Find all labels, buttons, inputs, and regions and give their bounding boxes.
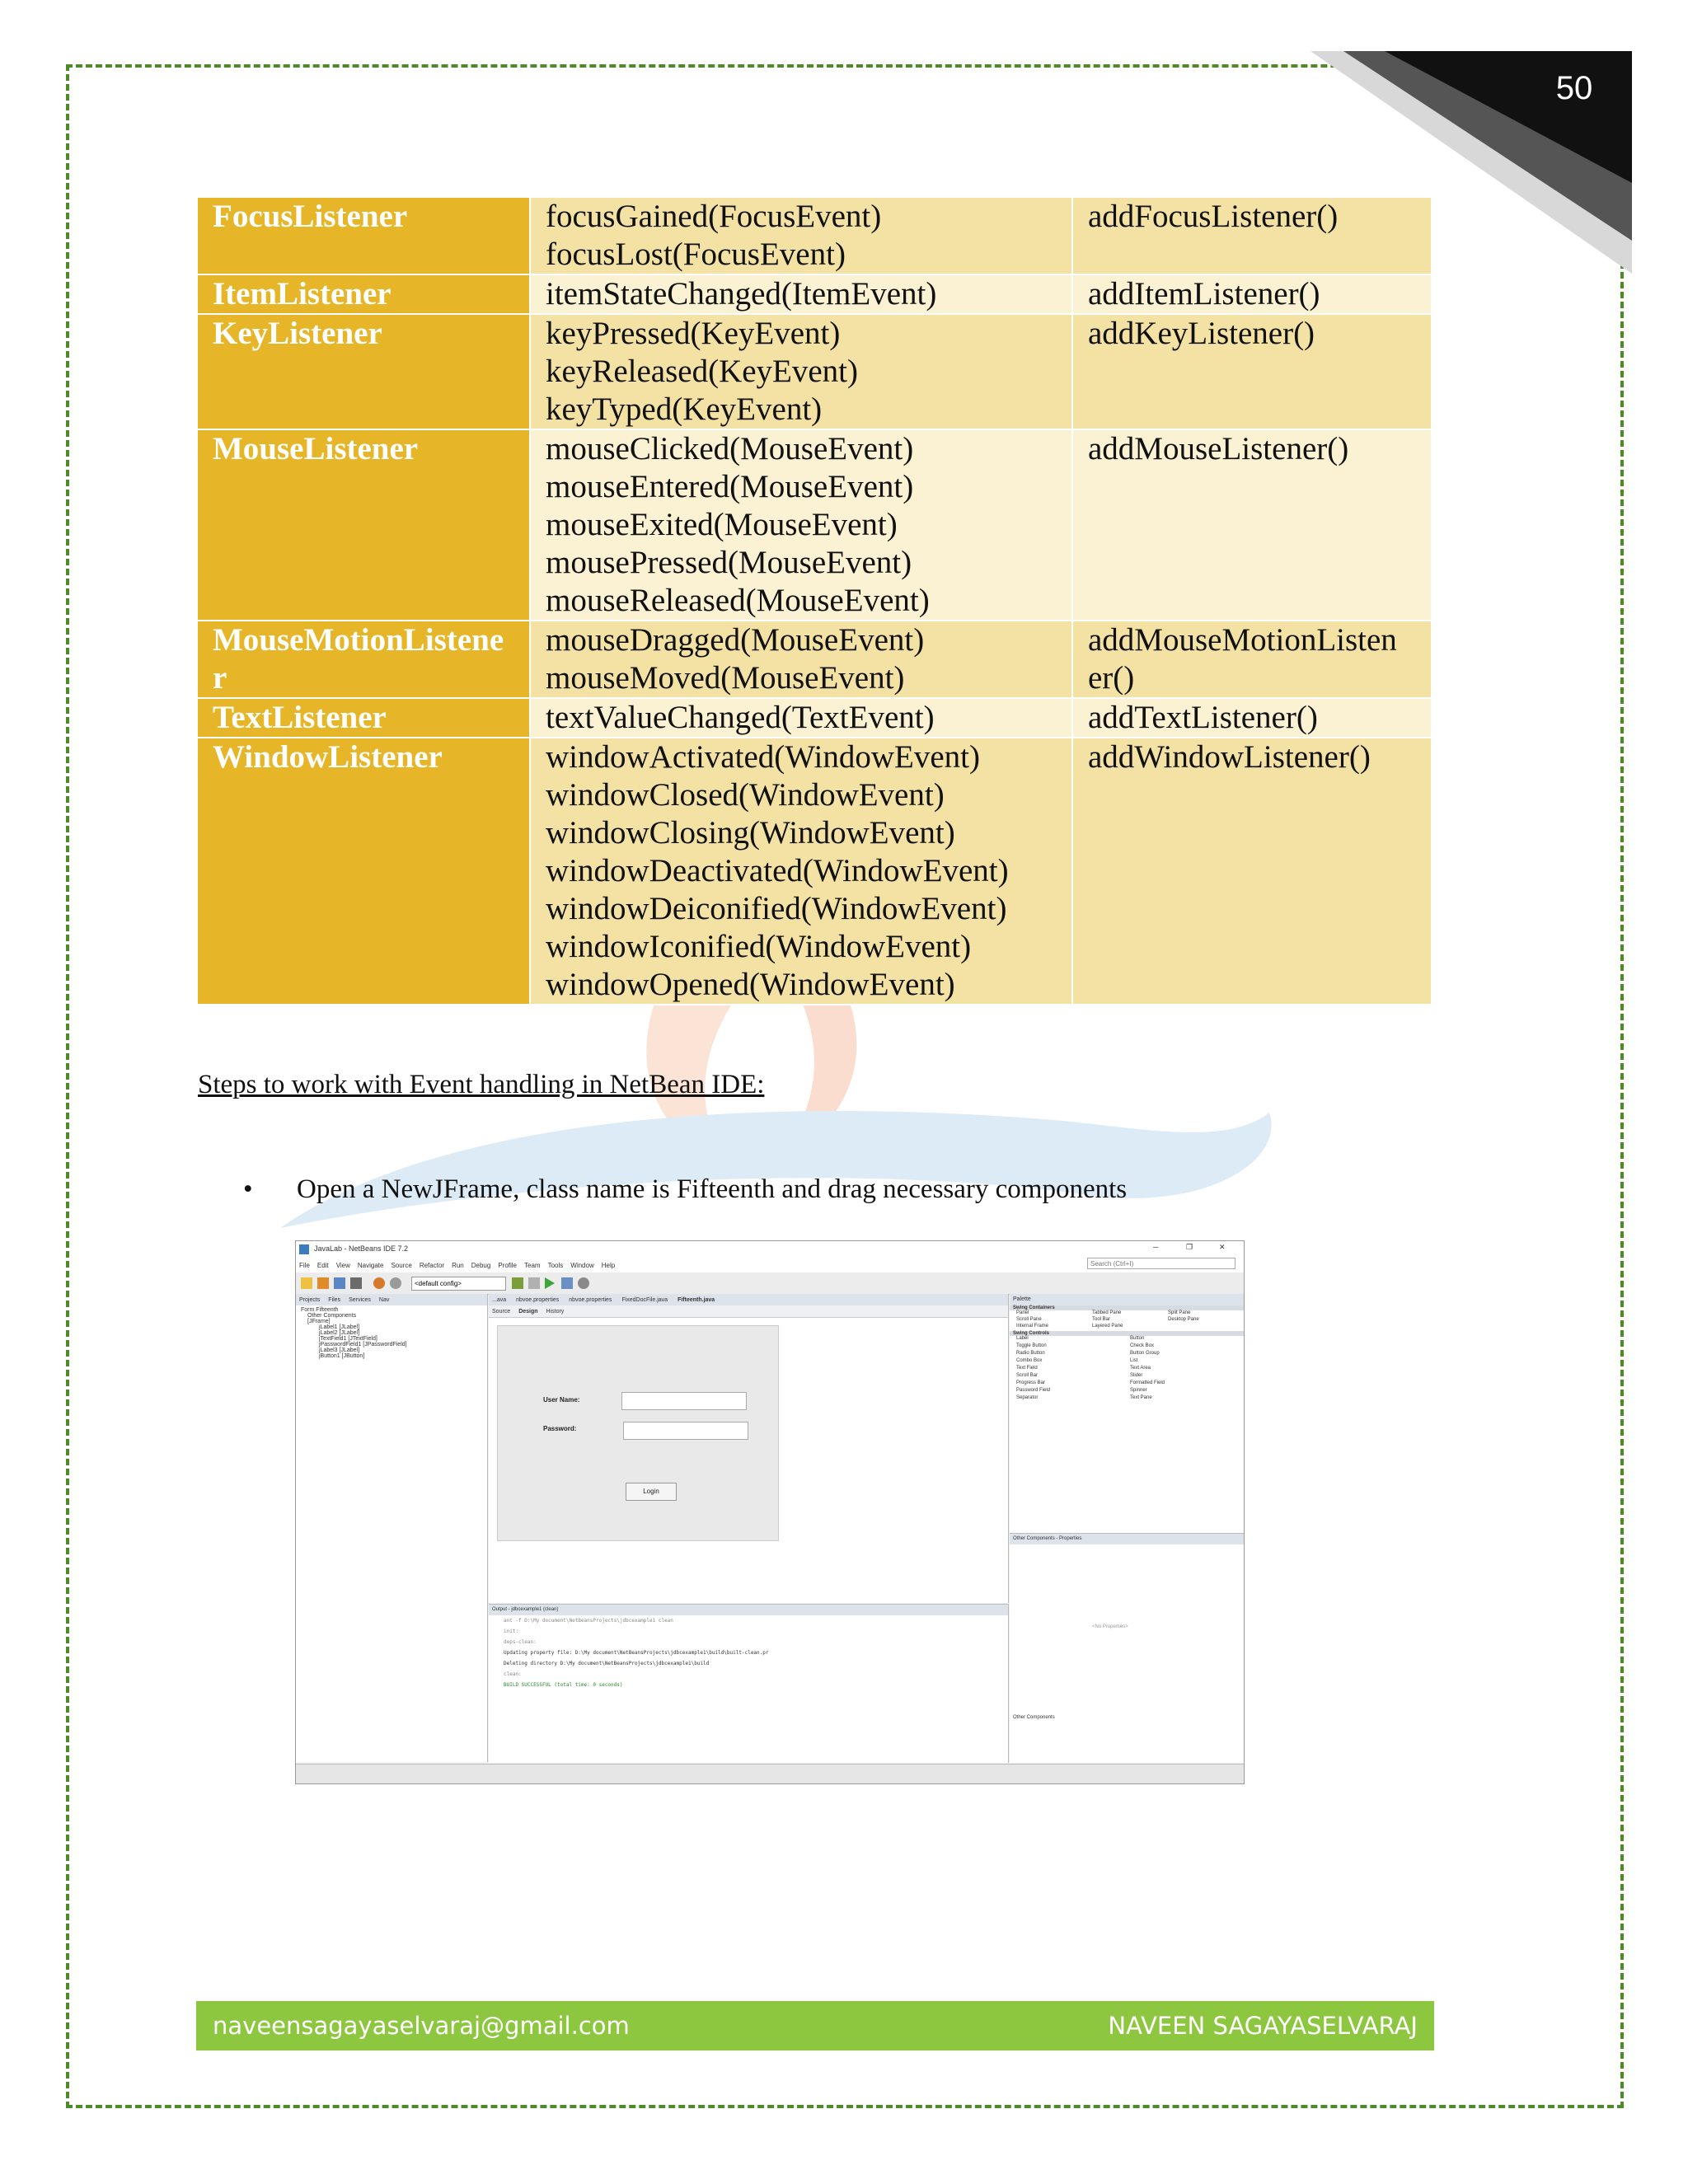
minimize-icon[interactable]: ─ — [1153, 1243, 1159, 1251]
palette-item[interactable]: Text Area — [1130, 1366, 1151, 1371]
listener-methods — [530, 274, 1072, 314]
tab-services[interactable]: Services — [349, 1296, 371, 1303]
other-components-label: Other Components — [1013, 1715, 1055, 1720]
listener-name: KeyListener — [197, 314, 530, 429]
password-label: Password: — [543, 1425, 577, 1432]
palette-item[interactable]: Tool Bar — [1092, 1317, 1111, 1322]
search-input[interactable] — [1087, 1258, 1236, 1269]
editor-area — [489, 1294, 1009, 1603]
menu-team[interactable]: Team — [524, 1261, 541, 1269]
method: focusGained(FocusEvent) — [546, 199, 882, 234]
editor-tab[interactable]: nbvoe.properties — [516, 1296, 560, 1303]
menu-run[interactable]: Run — [452, 1261, 464, 1269]
menu-view[interactable]: View — [335, 1261, 350, 1269]
redo-icon[interactable] — [390, 1277, 401, 1289]
palette-item[interactable]: Formatted Field — [1130, 1380, 1165, 1385]
menu-file[interactable]: File — [299, 1261, 310, 1269]
listener-name: MouseListener — [197, 429, 530, 621]
editor-tab-active[interactable]: Fifteenth.java — [678, 1296, 715, 1303]
new-file-icon[interactable] — [301, 1277, 312, 1289]
tab-navigator[interactable]: Nav — [378, 1296, 390, 1303]
projects-panel-tabs — [296, 1294, 487, 1305]
output-console — [489, 1615, 1008, 1690]
method: windowClosed(WindowEvent) — [546, 777, 945, 813]
add-method: addMouseListener() — [1072, 429, 1432, 621]
method: keyTyped(KeyEvent) — [546, 391, 823, 427]
save-all-icon[interactable] — [350, 1277, 362, 1289]
page-number: 50 — [1555, 70, 1593, 106]
add-method: addItemListener() — [1072, 274, 1432, 314]
palette-item[interactable]: Text Field — [1016, 1366, 1038, 1371]
palette-item[interactable]: Slider — [1130, 1373, 1143, 1378]
watermark-logo — [198, 972, 1434, 1286]
method: mouseExited(MouseEvent) — [546, 507, 898, 542]
palette-panel — [1010, 1294, 1244, 1533]
tree-item[interactable]: jButton1 [JButton] — [319, 1353, 365, 1359]
method: textValueChanged(TextEvent) — [546, 700, 935, 735]
method: windowOpened(WindowEvent) — [546, 967, 955, 1002]
method: mouseReleased(MouseEvent) — [546, 583, 930, 618]
method: windowDeiconified(WindowEvent) — [546, 891, 1007, 926]
listener-methods — [530, 738, 1072, 1005]
method: windowIconified(WindowEvent) — [546, 929, 972, 964]
password-field[interactable] — [623, 1422, 748, 1440]
menu-refactor[interactable]: Refactor — [419, 1261, 445, 1269]
palette-item[interactable]: Scroll Pane — [1016, 1317, 1042, 1322]
palette-item[interactable]: Text Pane — [1130, 1395, 1152, 1400]
method: mouseClicked(MouseEvent) — [546, 431, 914, 466]
palette-item[interactable]: Spinner — [1130, 1388, 1147, 1393]
palette-item[interactable]: Password Field — [1016, 1388, 1051, 1393]
palette-item[interactable]: Internal Frame — [1016, 1324, 1049, 1329]
tree-item[interactable]: Other Components — [307, 1313, 357, 1319]
listener-methods — [530, 197, 1072, 274]
design-form — [497, 1325, 779, 1541]
add-method: addKeyListener() — [1072, 314, 1432, 429]
palette-item[interactable]: Panel — [1016, 1310, 1029, 1315]
footer-email: naveensagayaselvaraj@gmail.com — [213, 2012, 630, 2040]
palette-item[interactable]: Button — [1130, 1336, 1145, 1341]
menu-tools[interactable]: Tools — [547, 1261, 564, 1269]
output-line: init: — [504, 1629, 519, 1634]
table-row — [197, 274, 1432, 314]
palette-grid — [1010, 1310, 1244, 1329]
output-line: Updating property file: D:\My document\NetBeansProjects\jdbcexample1\build\built-clean.pr — [504, 1650, 769, 1656]
palette-section-header[interactable]: Swing Controls — [1010, 1331, 1244, 1336]
listener-name: FocusListener — [197, 197, 530, 274]
config-select[interactable]: <default config> — [411, 1277, 506, 1291]
tree-item[interactable]: Form Fifteenth — [301, 1307, 339, 1313]
tab-design[interactable]: Design — [518, 1308, 538, 1315]
palette-item[interactable]: Layered Pane — [1092, 1324, 1123, 1329]
properties-empty: <No Properties> — [1092, 1624, 1128, 1629]
user-name-label: User Name: — [543, 1396, 580, 1404]
listener-name: MouseMotionListene r — [197, 621, 530, 698]
palette-section-header[interactable]: Swing Containers — [1010, 1305, 1244, 1310]
output-line: Deleting directory D:\My document\NetBeansProjects\jdbcexample1\build — [504, 1661, 710, 1666]
listener-methods — [530, 429, 1072, 621]
listener-methods — [530, 314, 1072, 429]
listener-methods — [530, 621, 1072, 698]
window-title-bar — [296, 1241, 1244, 1258]
menu-source[interactable]: Source — [391, 1261, 412, 1269]
app-icon — [299, 1244, 309, 1254]
palette-item[interactable]: Radio Button — [1016, 1351, 1045, 1356]
editor-subtabs — [489, 1305, 1008, 1318]
menu-edit[interactable]: Edit — [316, 1261, 329, 1269]
netbeans-screenshot — [295, 1240, 1245, 1784]
add-method: addFocusListener() — [1072, 197, 1432, 274]
palette-grid — [1010, 1336, 1244, 1400]
method: focusLost(FocusEvent) — [546, 237, 846, 272]
user-name-field[interactable] — [621, 1392, 747, 1410]
toolbar — [296, 1272, 1244, 1295]
menu-help[interactable]: Help — [601, 1261, 616, 1269]
add-method: addTextListener() — [1072, 698, 1432, 738]
menu-window[interactable]: Window — [570, 1261, 594, 1269]
palette-item[interactable]: Desktop Pane — [1168, 1317, 1199, 1322]
method: mouseEntered(MouseEvent) — [546, 469, 914, 504]
properties-title: Other Components - Properties — [1010, 1534, 1244, 1544]
footer-author: NAVEEN SAGAYASELVARAJ — [1108, 2012, 1418, 2040]
palette-item[interactable]: Scroll Bar — [1016, 1373, 1039, 1378]
bullet-text: Open a NewJFrame, class name is Fifteenth and drag necessary components — [297, 1174, 1128, 1204]
method: mouseDragged(MouseEvent) — [546, 622, 925, 658]
menu-debug[interactable]: Debug — [471, 1261, 491, 1269]
new-project-icon[interactable] — [317, 1277, 329, 1289]
palette-title: Palette — [1010, 1294, 1244, 1305]
method: windowActivated(WindowEvent) — [546, 739, 980, 775]
editor-tabs — [489, 1294, 1008, 1305]
output-panel — [489, 1604, 1009, 1763]
tree-item[interactable]: jLabel2 [JLabel] — [319, 1330, 360, 1336]
method: mousePressed(MouseEvent) — [546, 545, 912, 580]
palette-item[interactable]: Combo Box — [1016, 1358, 1043, 1363]
method: windowDeactivated(WindowEvent) — [546, 853, 1009, 888]
method: mouseMoved(MouseEvent) — [546, 660, 905, 696]
status-bar — [296, 1764, 1244, 1784]
output-line: BUILD SUCCESSFUL (total time: 0 seconds) — [504, 1682, 623, 1688]
projects-panel — [296, 1294, 488, 1762]
menu-profile[interactable]: Profile — [498, 1261, 518, 1269]
method: windowClosing(WindowEvent) — [546, 815, 955, 851]
tree-item[interactable]: jLabel3 [JLabel] — [319, 1347, 360, 1353]
maximize-icon[interactable]: ❐ — [1186, 1243, 1193, 1251]
table-row — [197, 738, 1432, 1005]
palette-item[interactable]: Label — [1016, 1336, 1029, 1341]
method: keyPressed(KeyEvent) — [546, 316, 841, 351]
method: itemStateChanged(ItemEvent) — [546, 276, 937, 312]
palette-item[interactable]: Toggle Button — [1016, 1343, 1047, 1348]
tree-item[interactable]: jPasswordField1 [JPasswordField] — [319, 1342, 407, 1347]
listener-methods — [530, 698, 1072, 738]
palette-item[interactable]: Button Group — [1130, 1351, 1160, 1356]
add-method: addWindowListener() — [1072, 738, 1432, 1005]
output-title: Output - jdbcexample1 (clean) — [489, 1605, 1008, 1615]
clean-build-icon[interactable] — [512, 1277, 523, 1289]
close-icon[interactable]: ✕ — [1219, 1243, 1226, 1251]
debug-icon[interactable] — [561, 1277, 573, 1289]
listener-name: TextListener — [197, 698, 530, 738]
palette-item[interactable]: Progress Bar — [1016, 1380, 1046, 1385]
table-row — [197, 429, 1432, 621]
output-line: ant -f D:\My document\NetBeansProjects\jdbcexample1 clean — [504, 1618, 673, 1624]
undo-icon[interactable] — [373, 1277, 385, 1289]
palette-item[interactable]: List — [1130, 1358, 1138, 1363]
table-row — [197, 197, 1432, 274]
listener-name: ItemListener — [197, 274, 530, 314]
bullet-item — [243, 1174, 1127, 1205]
tree-item[interactable]: jLabel1 [JLabel] — [319, 1324, 360, 1330]
table-row — [197, 698, 1432, 738]
tab-projects[interactable]: Projects — [299, 1296, 321, 1303]
palette-item[interactable]: Separator — [1016, 1395, 1039, 1400]
tree-item[interactable]: jTextField1 [JTextField] — [319, 1336, 377, 1342]
tab-source[interactable]: Source — [492, 1308, 511, 1315]
editor-tab[interactable]: nbvoe.properties — [569, 1296, 612, 1303]
editor-tab[interactable]: FixedDocFile.java — [621, 1296, 668, 1303]
palette-item[interactable]: Split Pane — [1168, 1310, 1191, 1315]
profile-icon[interactable] — [578, 1277, 589, 1289]
table-row — [197, 621, 1432, 698]
build-icon[interactable] — [528, 1277, 540, 1289]
properties-panel — [1010, 1533, 1244, 1763]
add-method: addMouseMotionListen er() — [1072, 621, 1432, 698]
window-title: JavaLab - NetBeans IDE 7.2 — [314, 1244, 409, 1253]
run-icon[interactable] — [545, 1277, 555, 1289]
table-row — [197, 314, 1432, 429]
menu-navigate[interactable]: Navigate — [357, 1261, 384, 1269]
login-button[interactable]: Login — [626, 1483, 677, 1501]
steps-heading: Steps to work with Event handling in NetBean IDE: — [198, 1070, 765, 1099]
tab-history[interactable]: History — [546, 1308, 565, 1315]
open-project-icon[interactable] — [334, 1277, 345, 1289]
output-line: deps-clean: — [504, 1639, 537, 1645]
method: keyReleased(KeyEvent) — [546, 354, 858, 389]
listener-name: WindowListener — [197, 738, 530, 1005]
palette-item[interactable]: Tabbed Pane — [1092, 1310, 1122, 1315]
tab-files[interactable]: Files — [328, 1296, 341, 1303]
tree-item[interactable]: [JFrame] — [307, 1319, 331, 1324]
page-footer — [196, 2001, 1434, 2050]
output-line: clean: — [504, 1671, 522, 1677]
event-listener-table — [196, 196, 1432, 1005]
editor-tab[interactable]: ...ava — [492, 1296, 507, 1303]
bullet-icon: • — [243, 1174, 253, 1204]
palette-item[interactable]: Check Box — [1130, 1343, 1155, 1348]
